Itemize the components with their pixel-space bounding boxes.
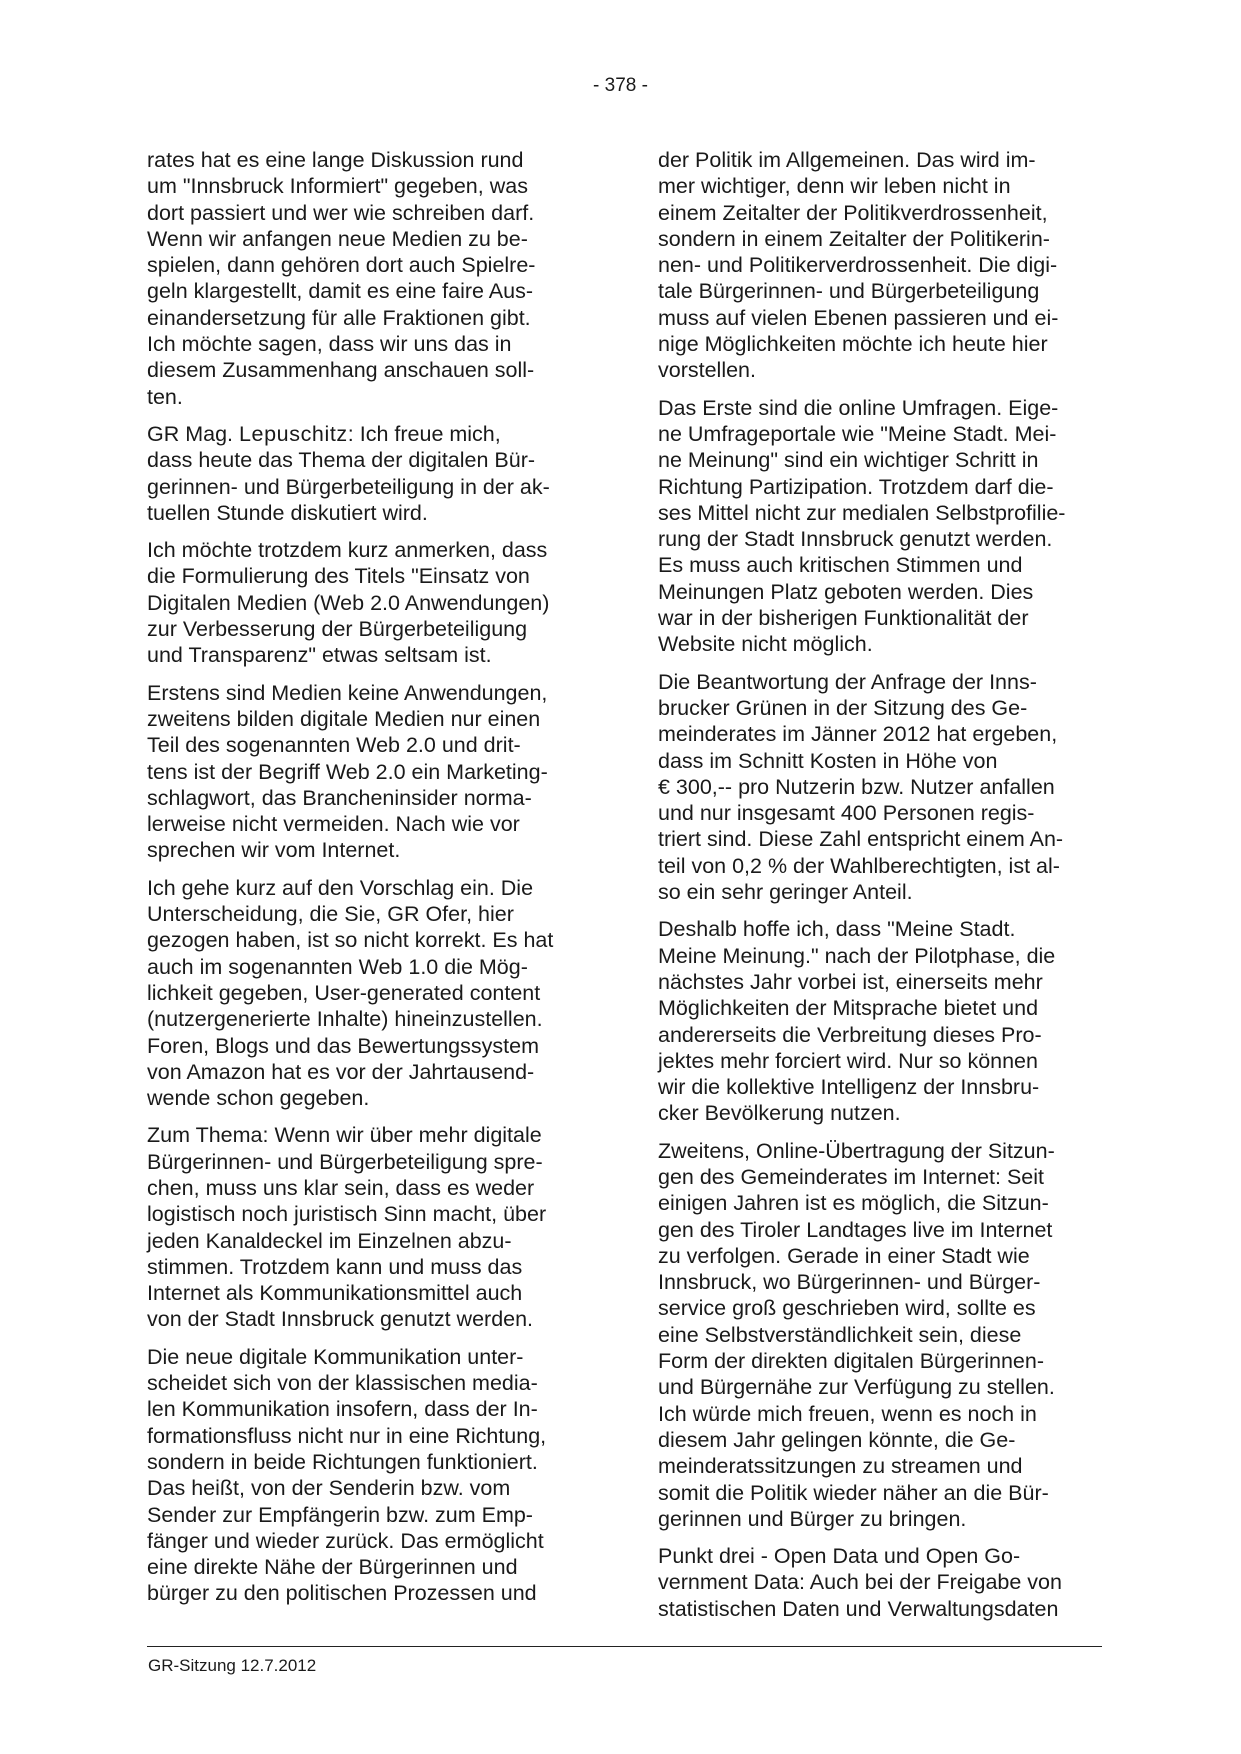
text-line: ten. xyxy=(147,384,183,409)
text-line: (nutzergenerierte Inhalte) hineinzustellen. xyxy=(147,1007,543,1032)
text-line: diesem Zusammenhang anschauen soll- xyxy=(147,358,535,383)
text-line: einandersetzung für alle Fraktionen gibt. xyxy=(147,305,531,330)
text-line: Internet als Kommunikationsmittel auch xyxy=(147,1281,523,1306)
text-line: ses Mittel nicht zur medialen Selbstprofilie- xyxy=(658,500,1066,525)
text-line: von der Stadt Innsbruck genutzt werden. xyxy=(147,1307,534,1332)
text-line: Innsbruck, wo Bürgerinnen- und Bürger- xyxy=(658,1270,1041,1295)
text-line: Punkt drei - Open Data und Open Go- xyxy=(658,1544,1021,1569)
speaker-name: Lepuschitz xyxy=(239,421,348,446)
text-line: Das Erste sind die online Umfragen. Eige- xyxy=(658,395,1059,420)
paragraph xyxy=(147,421,587,526)
text-line: sprechen wir vom Internet. xyxy=(147,838,401,863)
text-line: Die neue digitale Kommunikation unter- xyxy=(147,1344,524,1369)
text-line: zweitens bilden digitale Medien nur einen xyxy=(147,706,541,731)
text-line: service groß geschrieben wird, sollte es xyxy=(658,1296,1036,1321)
text-line: tale Bürgerinnen- und Bürgerbeteiligung xyxy=(658,279,1040,304)
text-line: und Bürgernähe zur Verfügung zu stellen. xyxy=(658,1375,1055,1400)
text-line: Bürgerinnen- und Bürgerbeteiligung spre- xyxy=(147,1149,543,1174)
text-line: schlagwort, das Brancheninsider norma- xyxy=(147,785,532,810)
left-column xyxy=(147,147,587,1618)
text-line: mer wichtiger, denn wir leben nicht in xyxy=(658,174,1011,199)
text-line: gerinnen- und Bürgerbeteiligung in der ak- xyxy=(147,474,550,499)
text-line: brucker Grünen in der Sitzung des Ge- xyxy=(658,695,1028,720)
text-line: jektes mehr forciert wird. Nur so können xyxy=(658,1048,1038,1073)
text-line: sondern in beide Richtungen funktioniert. xyxy=(147,1449,538,1474)
text-line: stimmen. Trotzdem kann und muss das xyxy=(147,1254,523,1279)
text-line: Deshalb hoffe ich, dass "Meine Stadt. xyxy=(658,917,1016,942)
page-number: - 378 - xyxy=(593,75,648,96)
text-line: Es muss auch kritischen Stimmen und xyxy=(658,553,1023,578)
text-line: Ich möchte sagen, dass wir uns das in xyxy=(147,332,512,357)
text-line: dass im Schnitt Kosten in Höhe von xyxy=(658,748,998,773)
text-line: Ich gehe kurz auf den Vorschlag ein. Die xyxy=(147,875,534,900)
text-line: gen des Gemeinderates im Internet: Seit xyxy=(658,1164,1045,1189)
text-line: und Transparenz" etwas seltsam ist. xyxy=(147,643,492,668)
text-line: scheidet sich von der klassischen media- xyxy=(147,1371,538,1396)
paragraph xyxy=(658,916,1103,1126)
text-line: Das heißt, von der Senderin bzw. vom xyxy=(147,1476,511,1501)
text-line: lerweise nicht vermeiden. Nach wie vor xyxy=(147,812,520,837)
paragraph xyxy=(147,1122,587,1332)
text-line: gezogen haben, ist so nicht korrekt. Es hat xyxy=(147,928,554,953)
text-line: tens ist der Begriff Web 2.0 ein Marketing- xyxy=(147,759,548,784)
text-line: teil von 0,2 % der Wahlberechtigten, ist al- xyxy=(658,853,1060,878)
text-line: Die Beantwortung der Anfrage der Inns- xyxy=(658,669,1037,694)
text-line: ne Meinung" sind ein wichtiger Schritt in xyxy=(658,448,1039,473)
text-line: chen, muss uns klar sein, dass es weder xyxy=(147,1175,535,1200)
paragraph xyxy=(147,1344,587,1607)
text-line: nige Möglichkeiten möchte ich heute hier xyxy=(658,332,1048,357)
text-line: Foren, Blogs und das Bewertungssystem xyxy=(147,1033,539,1058)
text-line: Wenn wir anfangen neue Medien zu be- xyxy=(147,226,528,251)
text-line: rates hat es eine lange Diskussion rund xyxy=(147,148,524,172)
text-line: jeden Kanaldeckel im Einzelnen abzu- xyxy=(147,1228,512,1253)
text-line: andererseits die Verbreitung dieses Pro- xyxy=(658,1022,1042,1047)
text-line: nen- und Politikerverdrossenheit. Die digi- xyxy=(658,253,1058,278)
text-line: zur Verbesserung der Bürgerbeteiligung xyxy=(147,617,528,642)
text-line: und nur insgesamt 400 Personen regis- xyxy=(658,801,1035,826)
paragraph xyxy=(658,669,1103,906)
text-line: logistisch noch juristisch Sinn macht, über xyxy=(147,1202,547,1227)
text-line: lichkeit gegeben, User-generated content xyxy=(147,980,541,1005)
paragraph xyxy=(658,395,1103,658)
paragraph xyxy=(658,1138,1103,1532)
text-line: Website nicht möglich. xyxy=(658,632,873,657)
text-line: gen des Tiroler Landtages live im Internet xyxy=(658,1217,1053,1242)
text-line: vorstellen. xyxy=(658,358,756,383)
text-line: ne Umfrageportale wie "Meine Stadt. Mei- xyxy=(658,421,1057,446)
paragraph xyxy=(658,147,1103,384)
text-line: sondern in einem Zeitalter der Politikerin- xyxy=(658,226,1050,251)
text-line: einem Zeitalter der Politikverdrossenheit, xyxy=(658,200,1048,225)
text-line: nächstes Jahr vorbei ist, einerseits mehr xyxy=(658,969,1043,994)
text-line: fänger und wieder zurück. Das ermöglicht xyxy=(147,1528,544,1553)
text-line: Möglichkeiten der Mitsprache bietet und xyxy=(658,996,1039,1021)
paragraph xyxy=(147,875,587,1112)
text-line: formationsfluss nicht nur in eine Richtung, xyxy=(147,1423,547,1448)
text-line: len Kommunikation insofern, dass der In- xyxy=(147,1397,538,1422)
text-line: spielen, dann gehören dort auch Spielre- xyxy=(147,253,536,278)
text-line: zu verfolgen. Gerade in einer Stadt wie xyxy=(658,1243,1030,1268)
paragraph xyxy=(658,1543,1103,1622)
text-line: wir die kollektive Intelligenz der Innsbru- xyxy=(658,1075,1040,1100)
text-line: rung der Stadt Innsbruck genutzt werden. xyxy=(658,527,1053,552)
text-line: somit die Politik wieder näher an die Bür- xyxy=(658,1480,1049,1505)
text-line: eine Selbstverständlichkeit sein, diese xyxy=(658,1322,1022,1347)
text-line: einigen Jahren ist es möglich, die Sitzun- xyxy=(658,1191,1049,1216)
text-line: Meine Meinung." nach der Pilotphase, die xyxy=(658,943,1056,968)
text-line: triert sind. Diese Zahl entspricht einem An- xyxy=(658,827,1064,852)
text-line: Zweitens, Online-Übertragung der Sitzun- xyxy=(658,1138,1055,1163)
text-line: wende schon gegeben. xyxy=(147,1086,370,1111)
footer-session-date: GR-Sitzung 12.7.2012 xyxy=(148,1656,317,1675)
text-line: Teil des sogenannten Web 2.0 und drit- xyxy=(147,733,521,758)
text-line: statistischen Daten und Verwaltungsdaten xyxy=(658,1596,1059,1621)
paragraph xyxy=(147,147,587,410)
footer-divider xyxy=(147,1646,1102,1647)
text-line: Richtung Partizipation. Trotzdem darf die- xyxy=(658,474,1054,499)
text-line: geln klargestellt, damit es eine faire Aus- xyxy=(147,279,534,304)
text-line: muss auf vielen Ebenen passieren und ei- xyxy=(658,305,1059,330)
speaker-prefix: GR Mag. xyxy=(147,421,239,446)
text-line: dort passiert und wer wie schreiben darf. xyxy=(147,200,535,225)
right-column xyxy=(658,147,1103,1633)
text-line: Meinungen Platz geboten werden. Dies xyxy=(658,579,1034,604)
text-line: Ich möchte trotzdem kurz anmerken, dass xyxy=(147,538,548,563)
text-line: auch im sogenannten Web 1.0 die Mög- xyxy=(147,954,528,979)
text-line: Erstens sind Medien keine Anwendungen, xyxy=(147,680,548,705)
text-line: der Politik im Allgemeinen. Das wird im- xyxy=(658,148,1036,172)
text-line: cker Bevölkerung nutzen. xyxy=(658,1101,901,1126)
text-line: bürger zu den politischen Prozessen und xyxy=(147,1581,537,1606)
text-line: gerinnen und Bürger zu bringen. xyxy=(658,1506,967,1531)
speaker-line xyxy=(147,421,587,447)
text-line: diesem Jahr gelingen könnte, die Ge- xyxy=(658,1427,1016,1452)
text-line: vernment Data: Auch bei der Freigabe von xyxy=(658,1570,1062,1595)
text-line: Sender zur Empfängerin bzw. zum Emp- xyxy=(147,1502,533,1527)
text-line: tuellen Stunde diskutiert wird. xyxy=(147,500,428,525)
text-line: um "Innsbruck Informiert" gegeben, was xyxy=(147,174,528,199)
text-line: Digitalen Medien (Web 2.0 Anwendungen) xyxy=(147,590,550,615)
text-line: Form der direkten digitalen Bürgerinnen- xyxy=(658,1349,1045,1374)
speaker-line-rest: : Ich freue mich, xyxy=(347,421,501,446)
text-line: meinderates im Jänner 2012 hat ergeben, xyxy=(658,722,1058,747)
paragraph xyxy=(147,537,587,668)
text-line: Unterscheidung, die Sie, GR Ofer, hier xyxy=(147,902,514,927)
text-line: von Amazon hat es vor der Jahrtausend- xyxy=(147,1059,535,1084)
text-line: so ein sehr geringer Anteil. xyxy=(658,880,913,905)
text-line: Ich würde mich freuen, wenn es noch in xyxy=(658,1401,1037,1426)
text-line: eine direkte Nähe der Bürgerinnen und xyxy=(147,1555,518,1580)
text-line: meinderatssitzungen zu streamen und xyxy=(658,1454,1023,1479)
text-line: die Formulierung des Titels "Einsatz von xyxy=(147,564,530,589)
text-line: € 300,-- pro Nutzerin bzw. Nutzer anfallen xyxy=(658,774,1055,799)
text-line: dass heute das Thema der digitalen Bür- xyxy=(147,448,536,473)
text-line: Zum Thema: Wenn wir über mehr digitale xyxy=(147,1123,542,1148)
text-line: war in der bisherigen Funktionalität der xyxy=(658,606,1029,631)
paragraph xyxy=(147,680,587,864)
